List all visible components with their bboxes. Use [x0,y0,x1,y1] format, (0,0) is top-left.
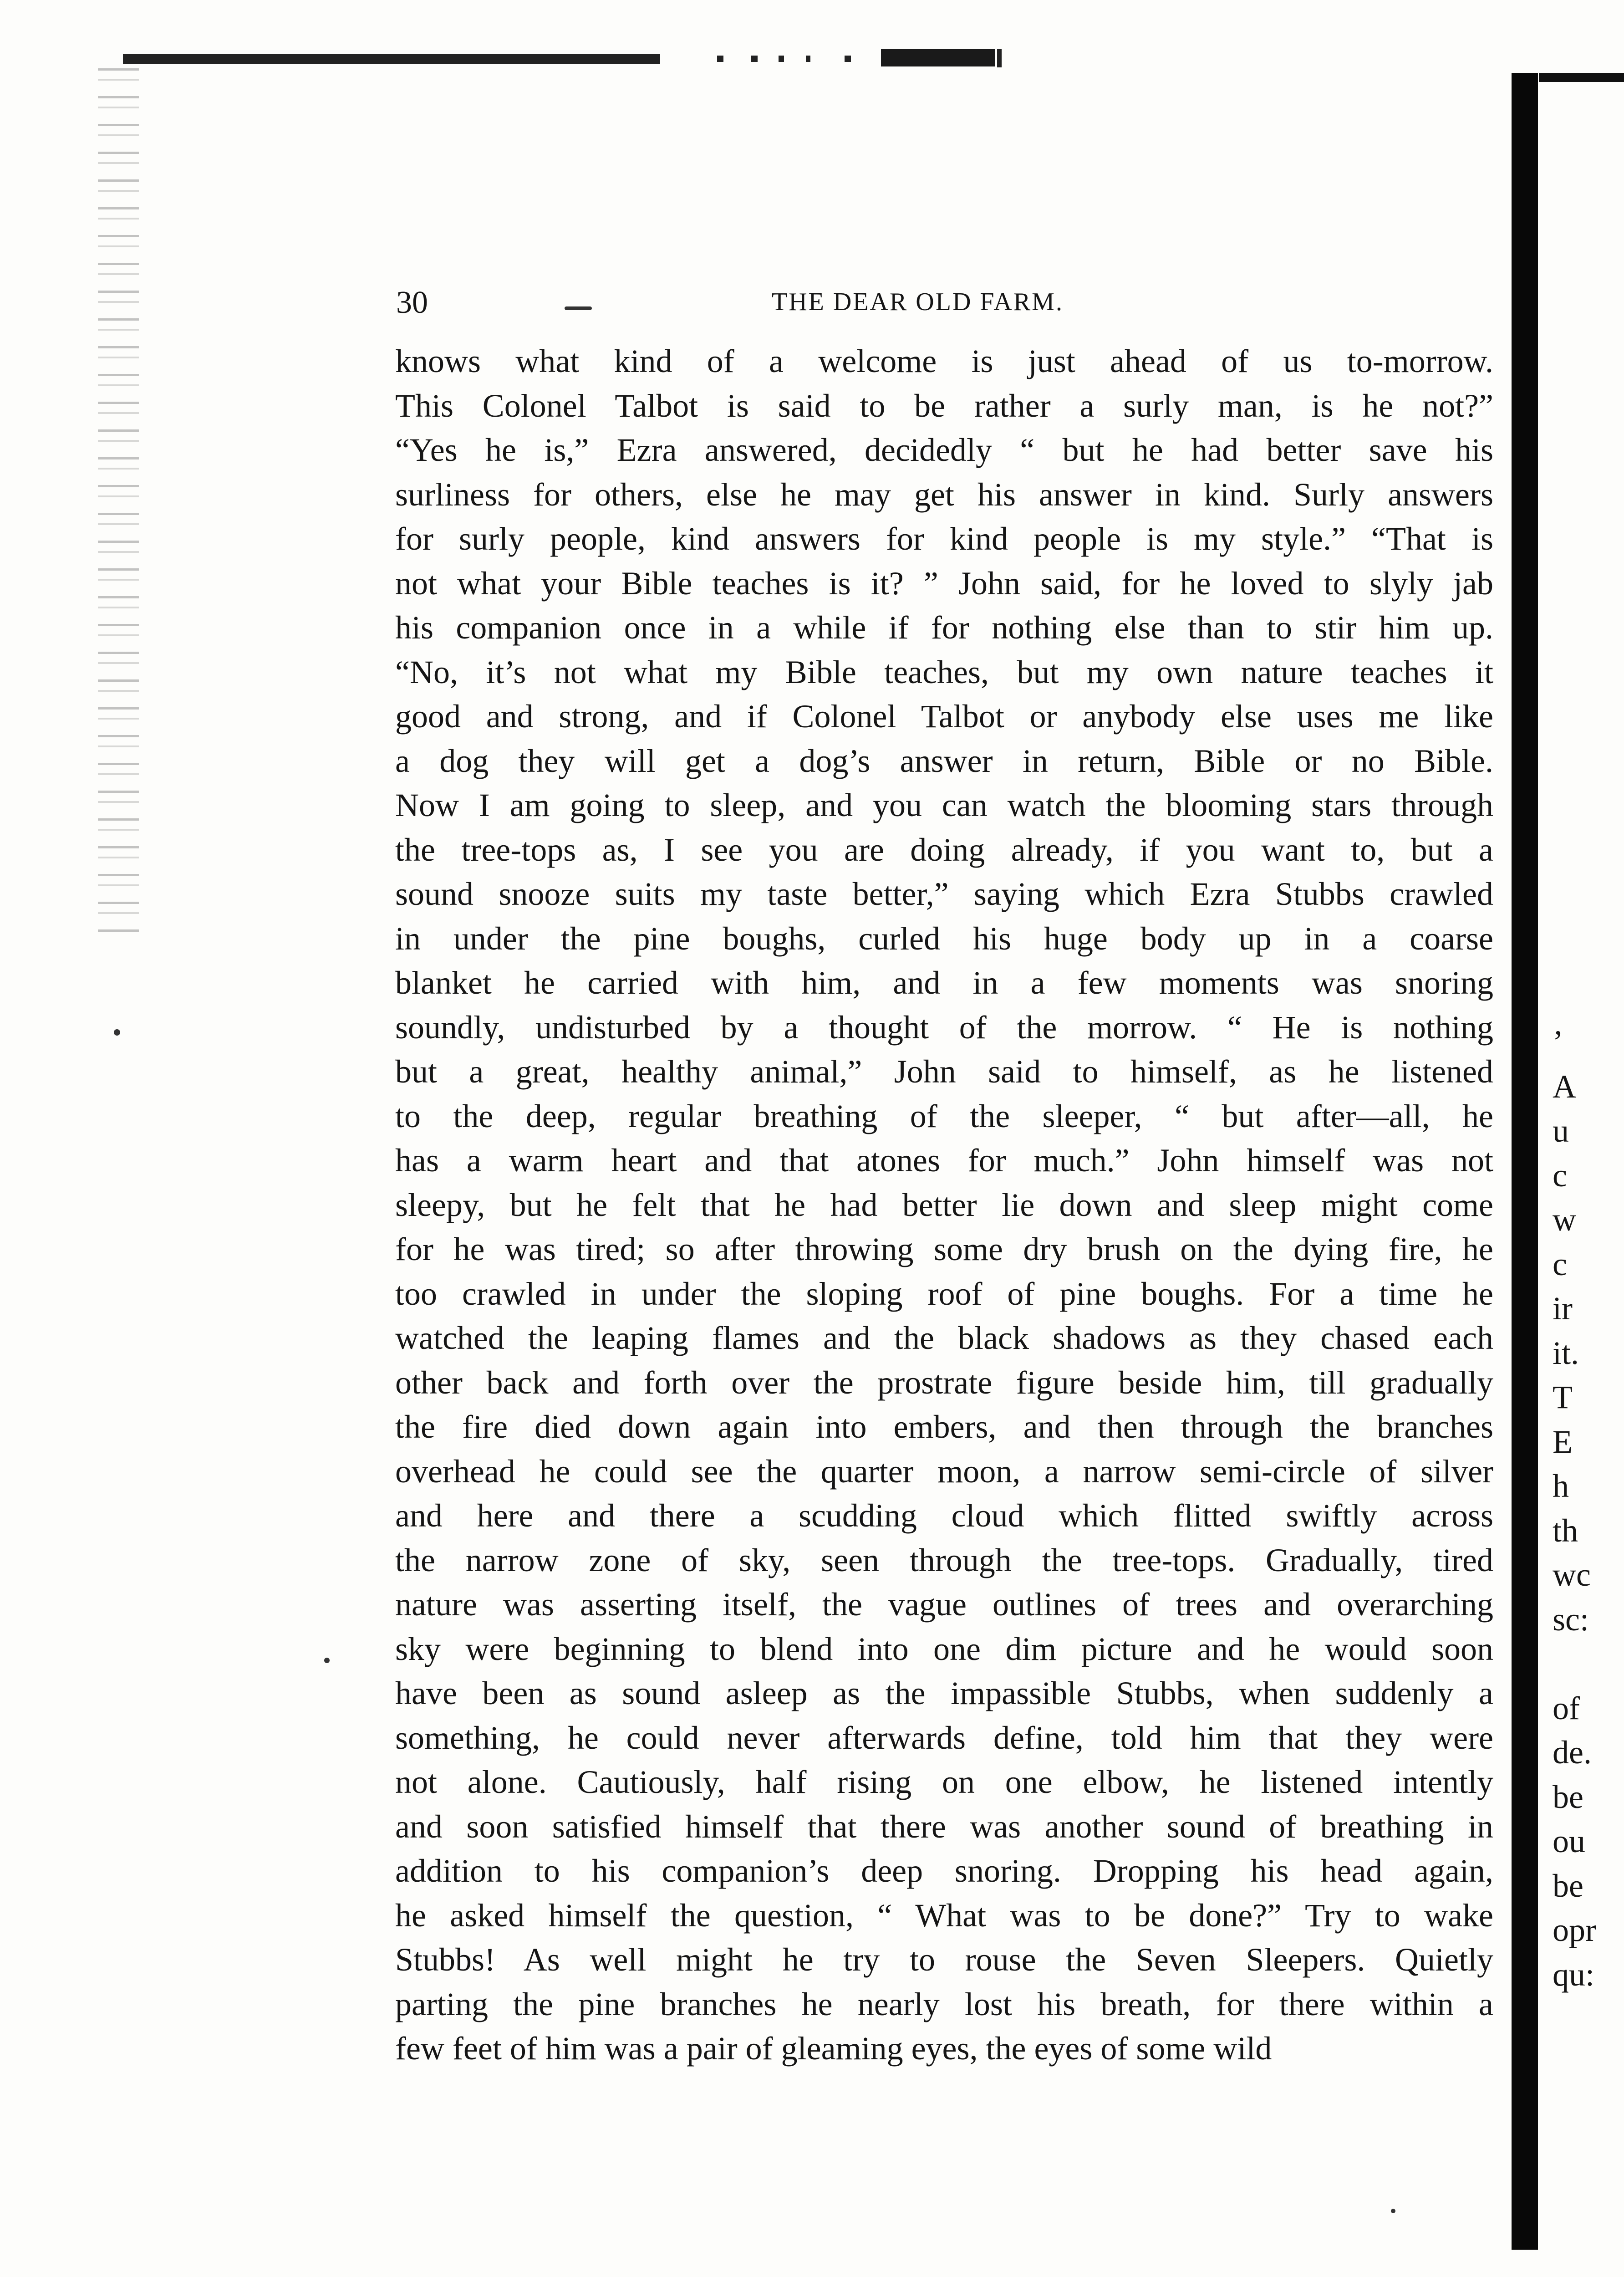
top-edge-mark [997,49,1002,67]
text-line: not alone. Cautiously, half rising on one elbow, he listened intently [395,1764,1493,1800]
top-edge-mark [751,56,758,62]
text-line: but a great, healthy animal,” John said to himself, as he listened [395,1053,1493,1090]
text-line: the narrow zone of sky, seen through the tree-tops. Gradually, tired [395,1542,1493,1578]
facing-page-fragment: c [1553,1157,1567,1194]
top-edge-mark [845,56,851,62]
left-margin-speckle [98,68,139,934]
text-line: knows what kind of a welcome is just ahead of us to-morrow. [395,343,1493,379]
facing-page-fragment [1553,1642,1621,1686]
body-text [395,339,1493,2071]
text-line: to the deep, regular breathing of the sleeper, “ but after—all, he [395,1098,1493,1134]
gutter-edge [1539,73,1624,82]
top-edge-mark [806,56,810,62]
facing-page-fragment: opr [1553,1912,1596,1948]
text-line: a dog they will get a dog’s answer in return, Bible or no Bible. [395,742,1493,779]
text-line: has a warm heart and that atones for much.” John himself was not [395,1142,1493,1179]
facing-page-fragment: of [1553,1690,1580,1726]
text-line: parting the pine branches he nearly lost his breath, for there within a [395,1986,1493,2022]
text-line: not what your Bible teaches is it? ” John said, for he loved to slyly jab [395,565,1493,602]
text-line: nature was asserting itself, the vague outlines of trees and overarching [395,1586,1493,1623]
facing-page-fragment: it. [1553,1334,1579,1371]
facing-page-fragment: ou [1553,1823,1585,1859]
text-line: other back and forth over the prostrate figure beside him, till gradually [395,1364,1493,1401]
top-edge-mark [717,56,723,62]
facing-page-fragment: ’ [1553,1024,1563,1060]
facing-page-fragment: h [1553,1468,1569,1504]
text-line: sleepy, but he felt that he had better lie down and sleep might come [395,1186,1493,1223]
facing-page-fragment: E [1553,1423,1573,1460]
facing-page-fragment: th [1553,1512,1578,1549]
text-line: blanket he carried with him, and in a few moments was snoring [395,965,1493,1001]
facing-page-fragment: c [1553,1246,1567,1282]
top-edge-block [881,49,995,66]
facing-page-fragment: T [1553,1379,1573,1415]
text-line: sky were beginning to blend into one dim picture and he would soon [395,1630,1493,1667]
text-line: the fire died down again into embers, and then through the branches [395,1409,1493,1445]
text-line: something, he could never afterwards define, told him that they were [395,1719,1493,1756]
header-ornament [565,306,592,310]
facing-page-fragment: sc: [1553,1601,1589,1638]
text-line: overhead he could see the quarter moon, a narrow semi-circle of silver [395,1453,1493,1490]
text-line: addition to his companion’s deep snoring. Dropping his head again, [395,1853,1493,1889]
text-line: for surly people, kind answers for kind people is my style.” “That is [395,521,1493,557]
facing-page-fragment: de. [1553,1734,1592,1771]
text-line: soundly, undisturbed by a thought of the morrow. “ He is nothing [395,1009,1493,1046]
top-edge-rule [123,54,660,64]
facing-page-fragment: be [1553,1867,1583,1904]
page-header [0,285,1502,321]
text-line: “Yes he is,” Ezra answered, decidedly “ but he had better save his [395,432,1493,468]
page-number: 30 [396,285,428,320]
text-line: Stubbs! As well might he try to rouse the Seven Sleepers. Quietly [395,1941,1493,1978]
facing-page-fragment: A [1553,1068,1576,1105]
facing-page-fragment: be [1553,1778,1583,1815]
text-line: have been as sound asleep as the impassible Stubbs, when suddenly a [395,1675,1493,1711]
top-edge-mark [779,56,784,62]
text-line: good and strong, and if Colonel Talbot or anybody else uses me like [395,698,1493,735]
text-line: for he was tired; so after throwing some dry brush on the dying fire, he [395,1231,1493,1267]
text-line: and soon satisfied himself that there was another sound of breathing in [395,1808,1493,1845]
text-line: few feet of him was a pair of gleaming eyes, the eyes of some wild [395,2030,1272,2067]
speck [114,1029,120,1036]
text-line: and here and there a scudding cloud which flitted swiftly across [395,1497,1493,1534]
facing-page-fragment: wc [1553,1557,1591,1593]
text-line: he asked himself the question, “ What was to be done?” Try to wake [395,1897,1493,1934]
facing-page-fragment: ir [1553,1290,1573,1327]
facing-page-fragment: u [1553,1113,1569,1149]
facing-page-fragment: qu: [1553,1956,1595,1993]
text-line: Now I am going to sleep, and you can watch the blooming stars through [395,787,1493,823]
running-head: THE DEAR OLD FARM. [772,288,1064,316]
text-line: his companion once in a while if for nothing else than to stir him up. [395,609,1493,646]
text-line: sound snooze suits my taste better,” saying which Ezra Stubbs crawled [395,876,1493,912]
text-line: “No, it’s not what my Bible teaches, but my own nature teaches it [395,653,1493,690]
text-line: the tree-tops as, I see you are doing already, if you want to, but a [395,831,1493,868]
text-line: watched the leaping flames and the black shadows as they chased each [395,1320,1493,1356]
text-line: surliness for others, else he may get his answer in kind. Surly answers [395,476,1493,513]
speck [324,1658,330,1663]
book-gutter-shadow [1512,73,1538,2250]
speck [1391,2209,1395,2213]
text-line: in under the pine boughs, curled his huge body up in a coarse [395,920,1493,957]
facing-page-fragments [1553,1020,1621,1997]
text-line: This Colonel Talbot is said to be rather a surly man, is he not?” [395,387,1493,424]
text-line: too crawled in under the sloping roof of pine boughs. For a time he [395,1275,1493,1312]
facing-page-fragment: w [1553,1201,1576,1238]
